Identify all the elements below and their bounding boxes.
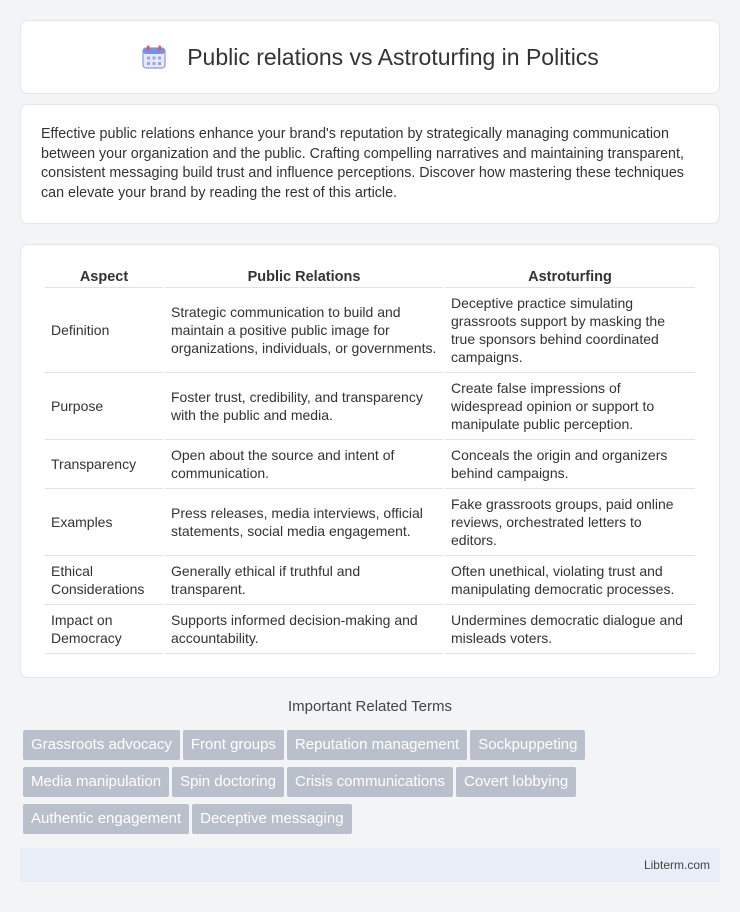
row-astroturfing: Deceptive practice simulating grassroots support by masking the true sponsors behind coordinated campaigns.	[445, 288, 695, 373]
related-term-tag[interactable]: Front groups	[183, 730, 284, 760]
comparison-table	[43, 263, 697, 654]
comparison-card	[20, 244, 720, 678]
table-row	[45, 556, 695, 605]
related-term-tag[interactable]: Covert lobbying	[456, 767, 576, 797]
table-row	[45, 605, 695, 654]
row-astroturfing: Create false impressions of widespread opinion or support to manipulate public perception.	[445, 373, 695, 440]
row-public-relations: Strategic communication to build and maintain a positive public image for organizations, individuals, or governments.	[165, 288, 443, 373]
related-terms-title: Important Related Terms	[288, 698, 452, 715]
related-term-tag[interactable]: Deceptive messaging	[192, 804, 351, 834]
header-astroturfing: Astroturfing	[445, 263, 695, 288]
related-term-tag[interactable]: Media manipulation	[23, 767, 169, 797]
intro-card	[20, 104, 720, 224]
related-term-tag[interactable]: Grassroots advocacy	[23, 730, 180, 760]
related-term-tag[interactable]: Sockpuppeting	[470, 730, 585, 760]
calendar-icon	[141, 44, 167, 70]
row-public-relations: Supports informed decision-making and accountability.	[165, 605, 443, 654]
header-aspect: Aspect	[45, 263, 163, 288]
row-astroturfing: Often unethical, violating trust and manipulating democratic processes.	[445, 556, 695, 605]
related-terms-list	[23, 730, 723, 841]
row-astroturfing: Undermines democratic dialogue and misleads voters.	[445, 605, 695, 654]
row-aspect: Examples	[45, 489, 163, 556]
row-aspect: Purpose	[45, 373, 163, 440]
title-card	[20, 20, 720, 94]
related-term-tag[interactable]: Crisis communications	[287, 767, 453, 797]
table-row	[45, 373, 695, 440]
row-public-relations: Generally ethical if truthful and transparent.	[165, 556, 443, 605]
row-astroturfing: Conceals the origin and organizers behind campaigns.	[445, 440, 695, 489]
row-public-relations: Open about the source and intent of communication.	[165, 440, 443, 489]
footer-site-link[interactable]: Libterm.com	[643, 858, 710, 872]
row-aspect: Ethical Considerations	[45, 556, 163, 605]
row-public-relations: Press releases, media interviews, official statements, social media engagement.	[165, 489, 443, 556]
intro-paragraph: Effective public relations enhance your brand's reputation by strategically managing communication between your organization and the public. Crafting compelling narratives and maintaining transparent, consistent messaging build trust and influence perceptions. Discover how mastering these techniques can elevate your brand by reading the rest of this article.	[41, 126, 684, 201]
related-term-tag[interactable]: Reputation management	[287, 730, 467, 760]
row-public-relations: Foster trust, credibility, and transparency with the public and media.	[165, 373, 443, 440]
row-astroturfing: Fake grassroots groups, paid online reviews, orchestrated letters to editors.	[445, 489, 695, 556]
table-row	[45, 288, 695, 373]
row-aspect: Impact on Democracy	[45, 605, 163, 654]
header-public-relations: Public Relations	[165, 263, 443, 288]
table-row	[45, 440, 695, 489]
related-term-tag[interactable]: Authentic engagement	[23, 804, 189, 834]
table-header-row	[45, 263, 695, 288]
page-title: Public relations vs Astroturfing in Politics	[187, 43, 599, 70]
footer	[20, 848, 720, 882]
row-aspect: Definition	[45, 288, 163, 373]
related-term-tag[interactable]: Spin doctoring	[172, 767, 284, 797]
row-aspect: Transparency	[45, 440, 163, 489]
table-row	[45, 489, 695, 556]
